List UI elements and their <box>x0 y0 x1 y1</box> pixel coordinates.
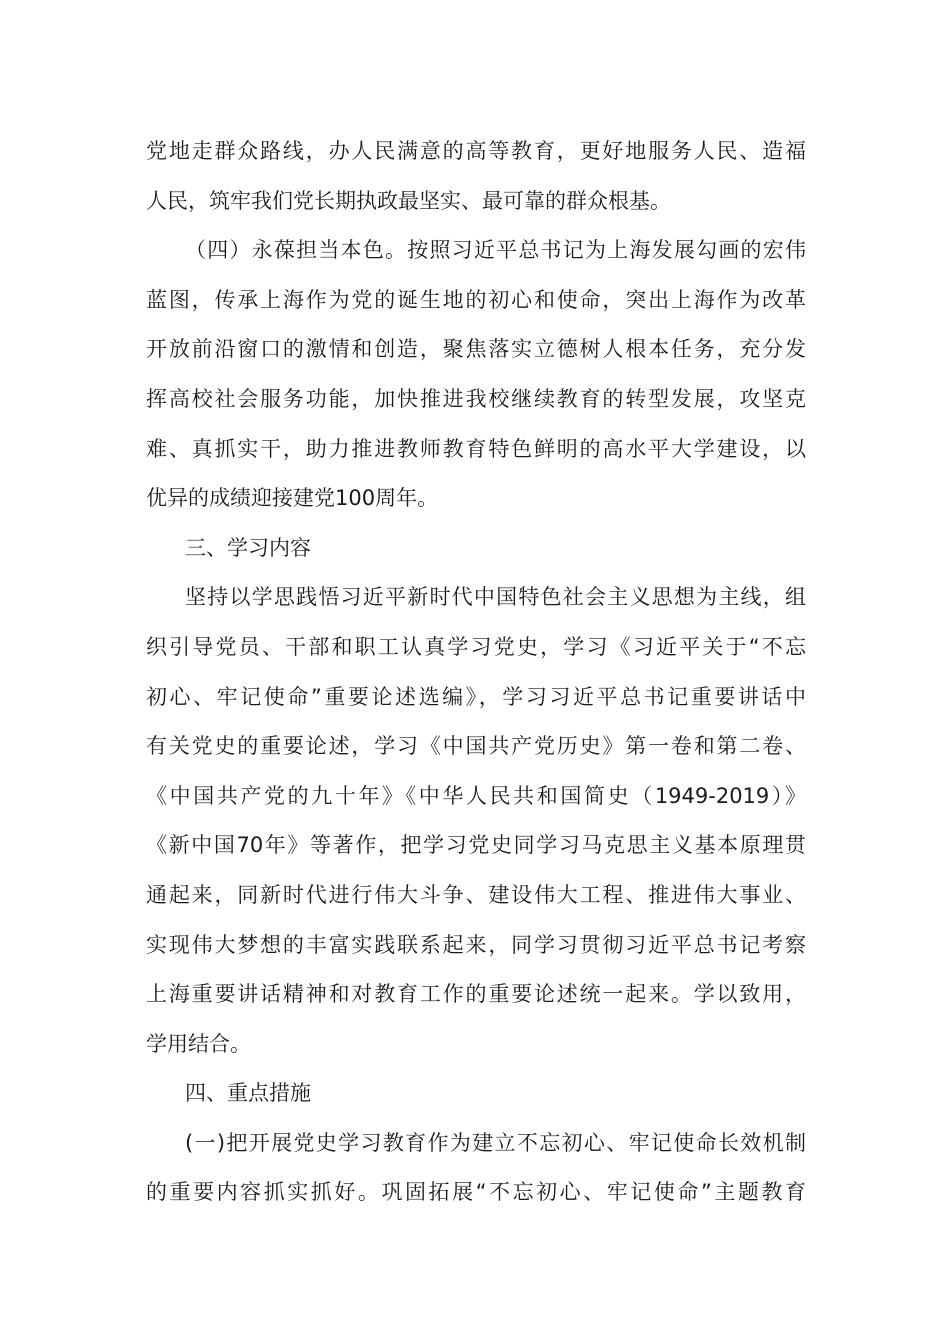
section-heading-4: （四）永葆担当本色。按照习近平总书记为上海发展勾画的宏伟 <box>185 238 806 263</box>
subsection-heading-1: (一)把开展党史学习教育作为建立不忘初心、牢记使命长效机制 <box>185 1130 806 1155</box>
text-line: 的重要内容抓实抓好。巩固拓展“不忘初心、牢记使命”主题教育 <box>146 1180 806 1205</box>
text-line: 有关党史的重要论述，学习《中国共产党历史》第一卷和第二卷、 <box>146 734 806 759</box>
section-heading-study-content: 三、学习内容 <box>185 535 311 560</box>
text-line: 党地走群众路线，办人民满意的高等教育，更好地服务人民、造福 <box>146 139 806 163</box>
text-line: 《新中国70年》等著作，把学习党史同学习马克思主义基本原理贯 <box>146 833 806 858</box>
text-line: 《中国共产党的九十年》《中华人民共和国简史（1949-2019）》 <box>146 783 806 808</box>
text-line: 初心、牢记使命”重要论述选编》，学习习近平总书记重要讲话中 <box>146 684 806 709</box>
text-line: 优异的成绩迎接建党100周年。 <box>146 486 439 511</box>
text-line: 人民，筑牢我们党长期执政最坚实、最可靠的群众根基。 <box>146 188 671 213</box>
text-line: 实现伟大梦想的丰富实践联系起来，同学习贯彻习近平总书记考察 <box>146 932 806 957</box>
text-line: 挥高校社会服务功能，加快推进我校继续教育的转型发展，攻坚克 <box>146 386 806 411</box>
text-line: 开放前沿窗口的激情和创造，聚焦落实立德树人根本任务，充分发 <box>146 337 806 362</box>
section-heading-key-measures: 四、重点措施 <box>185 1081 311 1106</box>
text-line: 学用结合。 <box>146 1031 251 1056</box>
text-line: 蓝图，传承上海作为党的诞生地的初心和使命，突出上海作为改革 <box>146 287 806 312</box>
text-line: 织引导党员、干部和职工认真学习党史，学习《习近平关于“不忘 <box>146 634 806 659</box>
text-line: 难、真抓实干，助力推进教师教育特色鲜明的高水平大学建设，以 <box>146 436 806 461</box>
text-line: 坚持以学思践悟习近平新时代中国特色社会主义思想为主线，组 <box>185 585 806 610</box>
text-line: 通起来，同新时代进行伟大斗争、建设伟大工程、推进伟大事业、 <box>146 882 806 907</box>
text-line: 上海重要讲话精神和对教育工作的重要论述统一起来。学以致用， <box>146 982 806 1007</box>
document-body <box>146 127 806 1218</box>
